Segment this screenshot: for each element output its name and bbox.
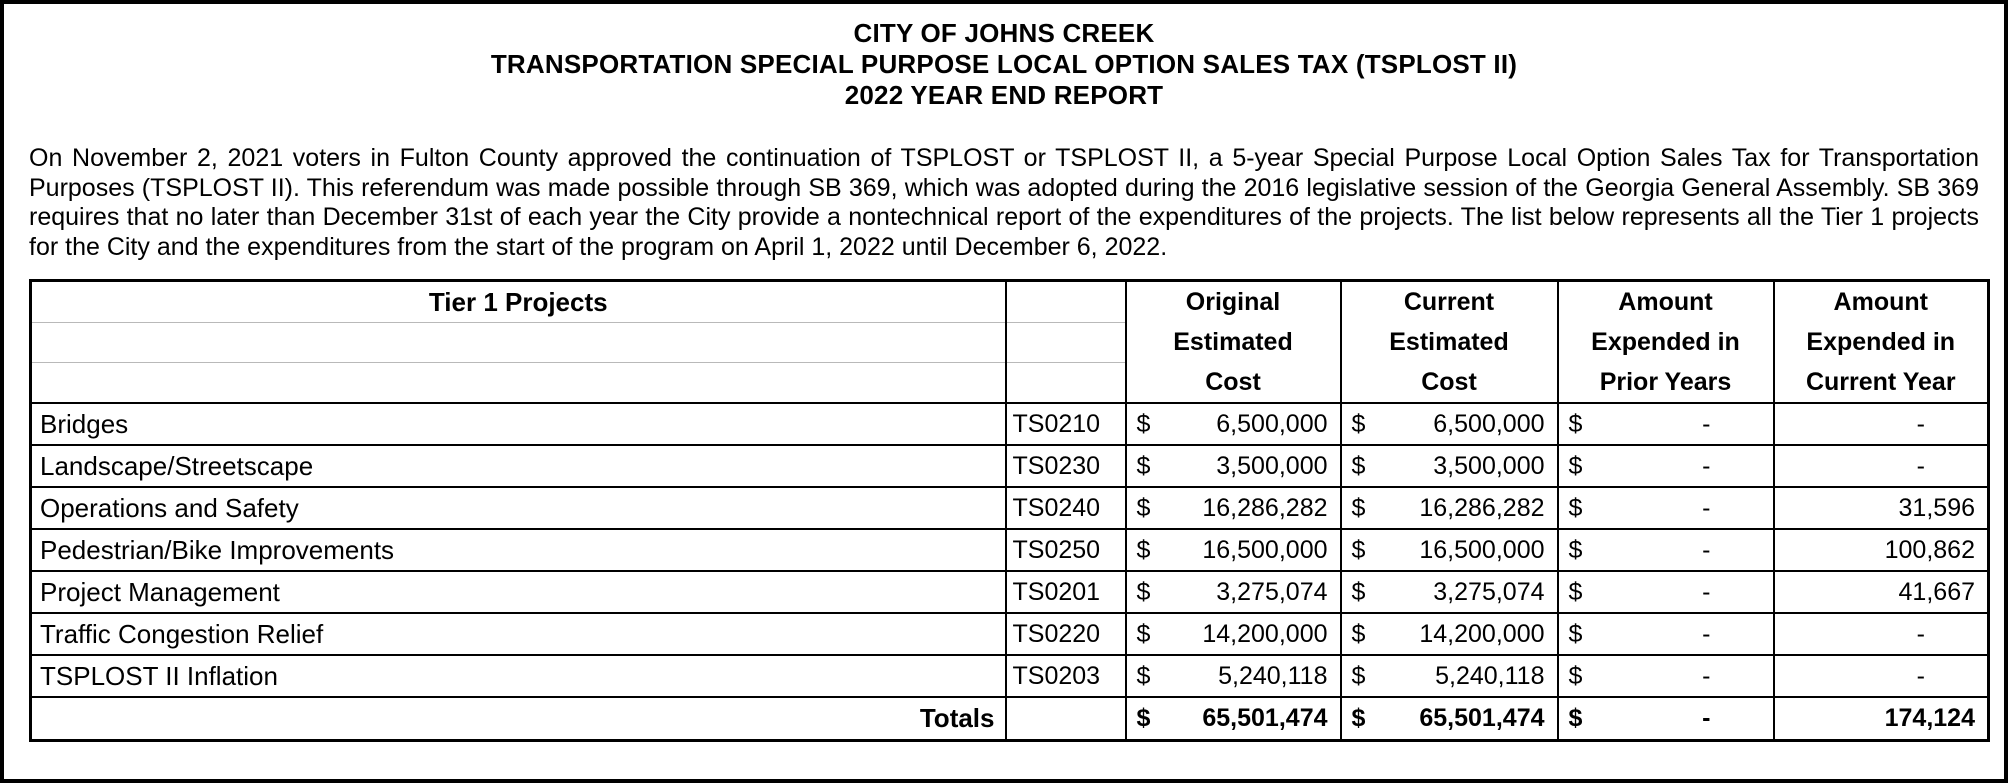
project-name-cell: Project Management	[31, 571, 1006, 613]
dollar-sign: $	[1351, 704, 1366, 732]
dollar-sign: $	[1136, 452, 1151, 480]
project-name-cell: TSPLOST II Inflation	[31, 655, 1006, 697]
header-row	[31, 281, 1989, 404]
dollar-sign: $	[1568, 452, 1583, 480]
original-cost-cell: $ 6,500,000	[1126, 403, 1341, 445]
dollar-sign: $	[1568, 662, 1583, 690]
totals-current-cost-cell: $ 65,501,474	[1341, 697, 1558, 740]
dollar-sign: $	[1568, 620, 1583, 648]
dollar-sign: $	[1136, 578, 1151, 606]
original-cost-cell: $ 16,500,000	[1126, 529, 1341, 571]
dollar-sign: $	[1136, 494, 1151, 522]
report-title-line-2: TRANSPORTATION SPECIAL PURPOSE LOCAL OPTION SALES TAX (TSPLOST II)	[490, 49, 1518, 79]
current-cost-cell: $ 14,200,000	[1341, 613, 1558, 655]
dollar-sign: $	[1351, 620, 1366, 648]
project-code-cell: TS0203	[1006, 655, 1126, 697]
current-year-cell: -	[1774, 403, 1989, 445]
header-gridline	[1007, 322, 1125, 323]
tier1-projects-table	[29, 279, 1990, 742]
prior-years-cell: $ -	[1558, 487, 1774, 529]
current-year-cell: 41,667	[1774, 571, 1989, 613]
report-title-line-1: CITY OF JOHNS CREEK	[853, 18, 1155, 48]
project-code-cell: TS0250	[1006, 529, 1126, 571]
intro-paragraph: On November 2, 2021 voters in Fulton County approved the continuation of TSPLOST or TSPLOST II, a 5-year Special Purpose Local Option Sales Tax for Transportation Purposes (TSPLOST II). This referendum was made possible through SB 369, which was adopted during the 2016 legislative session of the Georgia General Assembly. SB 369 requires that no later than December 31st of each year the City provide a nontechnical report of the expenditures of the projects. The list below represents all the Tier 1 projects for the City and the expenditures from the start of the program on April 1, 2022 until December 6, 2022.	[29, 144, 1979, 261]
project-name-cell: Pedestrian/Bike Improvements	[31, 529, 1006, 571]
prior-years-cell: $ -	[1558, 613, 1774, 655]
dollar-sign: $	[1136, 536, 1151, 564]
col-header-original-estimated-cost: Original Estimated Cost	[1126, 281, 1341, 404]
current-year-cell: -	[1774, 445, 1989, 487]
prior-years-cell: $ -	[1558, 655, 1774, 697]
tier1-projects-label: Tier 1 Projects	[428, 287, 608, 317]
dollar-sign: $	[1351, 494, 1366, 522]
table-row	[31, 529, 1989, 571]
project-code-cell: TS0240	[1006, 487, 1126, 529]
project-name-cell: Operations and Safety	[31, 487, 1006, 529]
table-body	[31, 403, 1989, 740]
project-name-cell: Traffic Congestion Relief	[31, 613, 1006, 655]
original-cost-cell: $ 3,500,000	[1126, 445, 1341, 487]
table-row	[31, 613, 1989, 655]
current-year-cell: 100,862	[1774, 529, 1989, 571]
current-cost-cell: $ 6,500,000	[1341, 403, 1558, 445]
original-cost-cell: $ 14,200,000	[1126, 613, 1341, 655]
dollar-sign: $	[1351, 536, 1366, 564]
dollar-sign: $	[1136, 662, 1151, 690]
col-header-amount-expended-current-year: Amount Expended in Current Year	[1774, 281, 1989, 404]
dollar-sign: $	[1568, 494, 1583, 522]
project-code-cell: TS0210	[1006, 403, 1126, 445]
dollar-sign: $	[1568, 410, 1583, 438]
totals-current-year-cell: 174,124	[1774, 697, 1989, 740]
current-year-cell: -	[1774, 613, 1989, 655]
project-code-cell: TS0230	[1006, 445, 1126, 487]
dollar-sign: $	[1351, 410, 1366, 438]
report-title-block	[29, 18, 1979, 111]
totals-prior-years-cell: $ -	[1558, 697, 1774, 740]
table-row	[31, 487, 1989, 529]
report-title-line-3: 2022 YEAR END REPORT	[844, 80, 1164, 110]
original-cost-cell: $ 16,286,282	[1126, 487, 1341, 529]
dollar-sign: $	[1136, 620, 1151, 648]
dollar-sign: $	[1568, 578, 1583, 606]
col-header-project-code	[1006, 281, 1126, 404]
project-name-cell: Bridges	[31, 403, 1006, 445]
project-code-cell: TS0220	[1006, 613, 1126, 655]
table-row	[31, 571, 1989, 613]
dollar-sign: $	[1136, 410, 1151, 438]
dollar-sign: $	[1351, 662, 1366, 690]
original-cost-cell: $ 5,240,118	[1126, 655, 1341, 697]
current-year-cell: -	[1774, 655, 1989, 697]
project-code-cell: TS0201	[1006, 571, 1126, 613]
current-cost-cell: $ 16,500,000	[1341, 529, 1558, 571]
table-row	[31, 655, 1989, 697]
table-row	[31, 403, 1989, 445]
current-cost-cell: $ 16,286,282	[1341, 487, 1558, 529]
totals-label-cell: Totals	[31, 697, 1006, 740]
header-gridline	[32, 362, 1005, 363]
totals-code-cell	[1006, 697, 1126, 740]
prior-years-cell: $ -	[1558, 529, 1774, 571]
col-header-amount-expended-prior-years: Amount Expended in Prior Years	[1558, 281, 1774, 404]
prior-years-cell: $ -	[1558, 571, 1774, 613]
col-header-tier1-projects	[31, 281, 1006, 404]
current-cost-cell: $ 3,275,074	[1341, 571, 1558, 613]
current-cost-cell: $ 5,240,118	[1341, 655, 1558, 697]
dollar-sign: $	[1568, 536, 1583, 564]
col-header-current-estimated-cost: Current Estimated Cost	[1341, 281, 1558, 404]
header-gridline	[1007, 362, 1125, 363]
current-cost-cell: $ 3,500,000	[1341, 445, 1558, 487]
prior-years-cell: $ -	[1558, 403, 1774, 445]
project-name-cell: Landscape/Streetscape	[31, 445, 1006, 487]
dollar-sign: $	[1351, 578, 1366, 606]
prior-years-cell: $ -	[1558, 445, 1774, 487]
table-row	[31, 445, 1989, 487]
dollar-sign: $	[1351, 452, 1366, 480]
totals-row	[31, 697, 1989, 740]
original-cost-cell: $ 3,275,074	[1126, 571, 1341, 613]
table-header	[31, 281, 1989, 404]
dollar-sign: $	[1136, 704, 1151, 732]
totals-original-cost-cell: $ 65,501,474	[1126, 697, 1341, 740]
header-gridline	[32, 322, 1005, 323]
dollar-sign: $	[1568, 704, 1583, 732]
current-year-cell: 31,596	[1774, 487, 1989, 529]
